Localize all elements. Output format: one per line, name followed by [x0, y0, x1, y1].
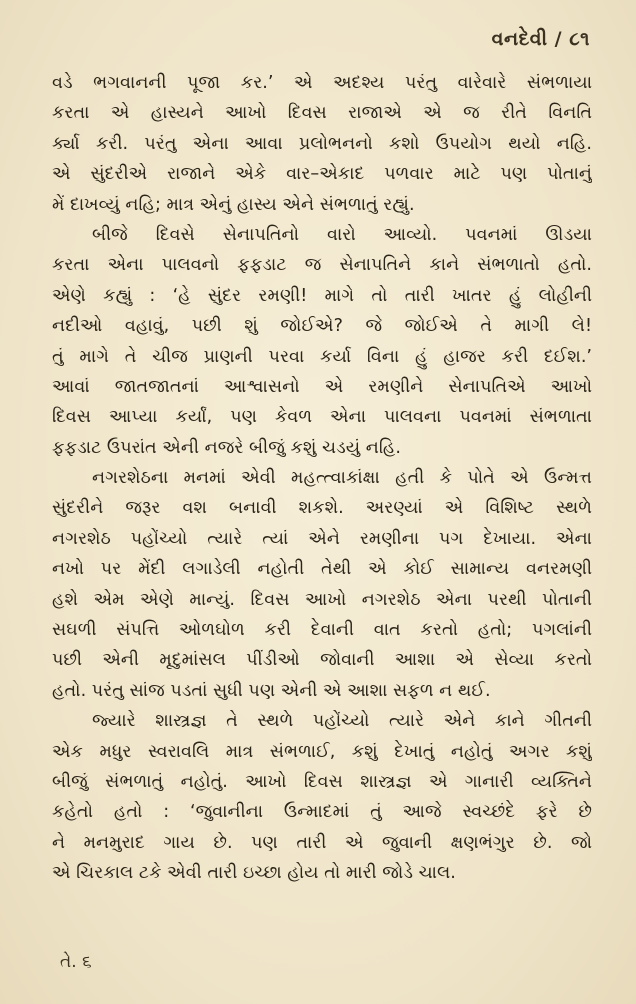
text-line: નખો પર મેંદી લગાડેલી નહોતી તેથી એ કોઈ સામાન્ય વનરમણી	[52, 559, 592, 580]
text-line: આવાં જાતજાતનાં આશ્વાસનો એ રમણીને સેનાપતિએ આખો	[52, 376, 592, 397]
text-line: મેં દાખવ્યું નહિ; માત્ર એનું હાસ્ય એને સંભળાતું રહ્યું.	[52, 194, 415, 215]
text-line: કહેતો હતો : ‘જુવાનીના ઉન્માદમાં તું આજે સ્વચ્છંદે ફરે છે	[52, 802, 592, 823]
text-line: બીજે દિવસે સેનાપતિનો વારો આવ્યો. પવનમાં ઊડયા	[92, 224, 592, 245]
text-line: બીજું સંભળાતું નહોતું. આખો દિવસ શાસ્ત્રજ્ઞ એ ગાનારી વ્યક્તિને	[52, 771, 592, 792]
page-footer-signature: તે. ૬	[60, 952, 92, 972]
text-line: એ સુંદરીએ રાજાને એકે વાર–એકાદ પળવાર માટે પણ પોતાનું	[52, 164, 592, 185]
text-line: ર્ક્યા કરી. પરંતુ એના આવા પ્રલોભનનો કશો ઉપયોગ થયો નહિ.	[52, 133, 592, 154]
text-line: પછી એની મૃદુમાંસલ પીંડીઓ જોવાની આશા એ સેવ્યા કરતો	[52, 650, 592, 671]
text-line: ને મનમુરાદ ગાય છે. પણ તારી એ જુવાની ક્ષણભંગુર છે. જો	[52, 832, 592, 853]
text-line: એક મધુર સ્વરાવલિ માત્ર સંભળાઈ, કશું દેખાતું નહોતું અગર કશું	[52, 741, 592, 762]
text-line: તું માગે તે ચીજ પ્રાણની પરવા કર્યા વિના હું હાજર કરી દઈશ.’	[52, 346, 592, 367]
text-line: વડે ભગવાનની પૂજા કર.’ એ અદશ્ય પરંતુ વારેવારે સંભળાયા	[52, 73, 592, 93]
text-line: હશે એમ એણે માન્યું. દિવસ આખો નગરશેઠ એના પરથી પોતાની	[52, 589, 592, 610]
text-line: સઘળી સંપત્તિ ઓળઘોળ કરી દેવાની વાત કરતો હતો; પગલાંની	[52, 620, 592, 641]
text-line: નગરશેઠના મનમાં એવી મહત્ત્વાકાંક્ષા હતી કે પોતે એ ઉન્મત્ત	[92, 468, 592, 489]
text-line: ફફડાટ ઉપરાંત એની નજરે બીજું કશું ચડયું નહિ.	[52, 437, 401, 458]
text-line: હતો. પરંતુ સાંજ પડતાં સુધી પણ એની એ આશા સફળ ન થઈ.	[52, 680, 491, 701]
text-line: સુંદરીને જરૂર વશ બનાવી શકશે. અરણ્યાં એ વિશિષ્ટ સ્થળે	[52, 498, 592, 519]
text-line: જ્યારે શાસ્ત્રજ્ઞ તે સ્થળે પહોંચ્યો ત્યારે એને કાને ગીતની	[92, 711, 592, 732]
text-line: દિવસ આપ્યા કર્યાં, પણ કેવળ એના પાલવના પવનમાં સંભળાતા	[52, 407, 592, 428]
text-line: એ ચિરકાલ ટકે એવી તારી ઇચ્છા હોય તો મારી જોડે ચાલ.	[52, 863, 456, 884]
page-body-text	[52, 68, 592, 889]
text-line: કરતા એના પાલવનો ફફડાટ જ સેનાપતિને કાને સંભળાતો હતો.	[52, 255, 592, 276]
text-line: નગરશેઠ પહોંચ્યો ત્યારે ત્યાં એને રમણીના પગ દેખાયા. એના	[52, 528, 592, 549]
text-line: નદીઓ વહાવું, પછી શું જોઈએ? જે જોઈએ તે માગી લે!	[52, 316, 592, 337]
text-line: એણે કહ્યું : ‘હે સુંદર રમણી! માગે તો તારી ખાતર હું લોહીની	[52, 285, 592, 306]
text-line: કરતા એ હાસ્યને આખો દિવસ રાજાએ એ જ રીતે વિનતિ	[52, 103, 592, 124]
running-header: વનદેવી / ૮૧	[491, 28, 590, 50]
